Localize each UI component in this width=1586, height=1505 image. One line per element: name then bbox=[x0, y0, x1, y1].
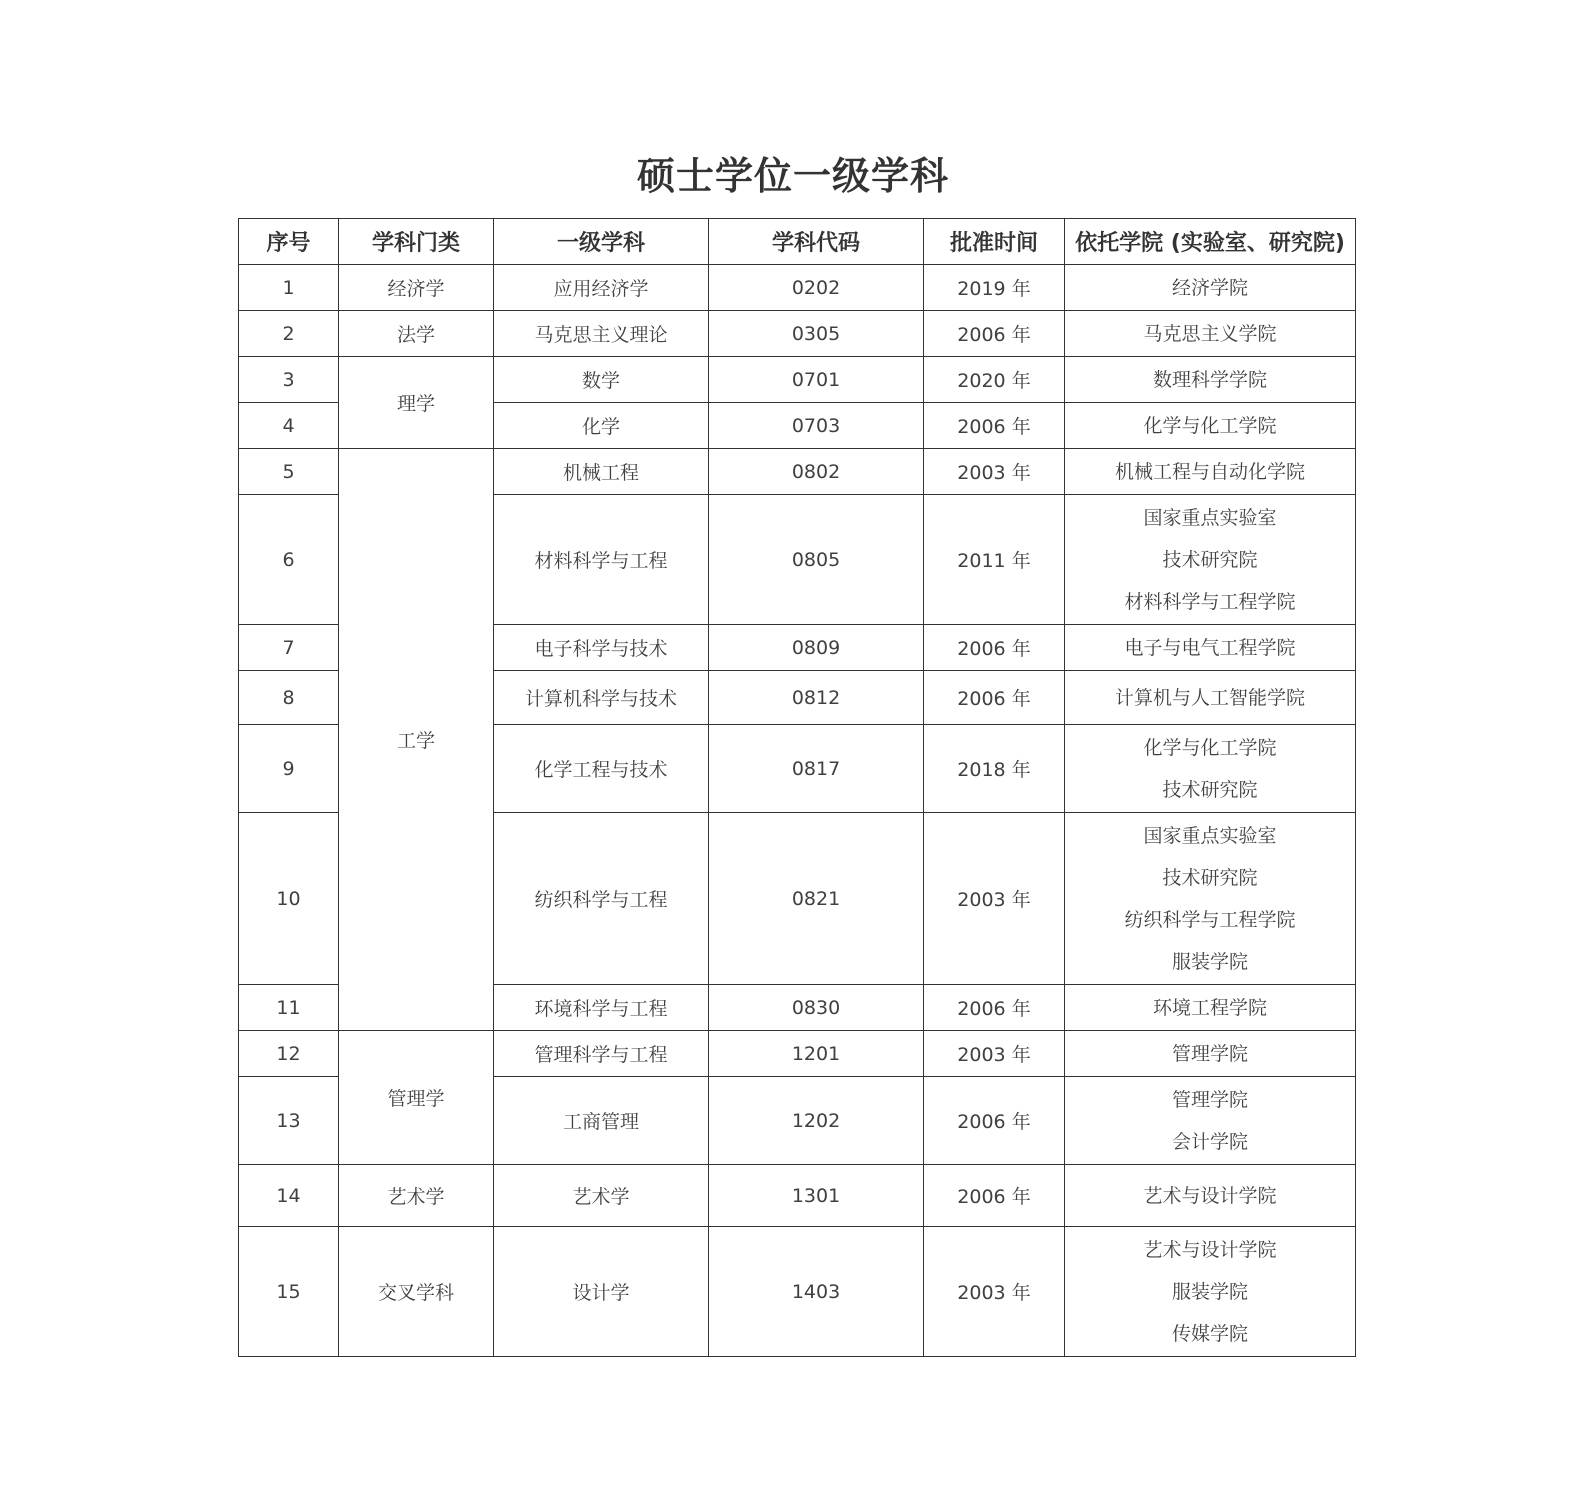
cell-subject: 数学 bbox=[494, 357, 709, 403]
page-title: 硕士学位一级学科 bbox=[636, 154, 949, 198]
cell-subject: 机械工程 bbox=[494, 449, 709, 495]
cell-colleges bbox=[1065, 403, 1356, 449]
cell-year: 2020 年 bbox=[924, 357, 1065, 403]
cell-no: 4 bbox=[239, 403, 339, 449]
table-row bbox=[239, 449, 1356, 495]
cell-code: 1403 bbox=[709, 1227, 924, 1357]
cell-category: 经济学 bbox=[339, 265, 494, 311]
cell-year: 2006 年 bbox=[924, 671, 1065, 725]
table-row bbox=[239, 1227, 1356, 1357]
cell-subject: 马克思主义理论 bbox=[494, 311, 709, 357]
cell-year: 2019 年 bbox=[924, 265, 1065, 311]
cell-colleges bbox=[1065, 813, 1356, 985]
cell-colleges bbox=[1065, 1227, 1356, 1357]
cell-code: 0805 bbox=[709, 495, 924, 625]
college-name: 艺术与设计学院 bbox=[1143, 1184, 1277, 1207]
college-name: 马克思主义学院 bbox=[1143, 322, 1277, 345]
cell-code: 1202 bbox=[709, 1077, 924, 1165]
cell-code: 1301 bbox=[709, 1165, 924, 1227]
cell-year: 2006 年 bbox=[924, 311, 1065, 357]
cell-year: 2006 年 bbox=[924, 1165, 1065, 1227]
cell-no: 14 bbox=[239, 1165, 339, 1227]
college-name: 服装学院 bbox=[1171, 950, 1248, 973]
cell-subject: 化学 bbox=[494, 403, 709, 449]
college-name: 技术研究院 bbox=[1162, 866, 1258, 889]
table-row bbox=[239, 1031, 1356, 1077]
table-row bbox=[239, 311, 1356, 357]
cell-subject: 管理科学与工程 bbox=[494, 1031, 709, 1077]
cell-no: 10 bbox=[239, 813, 339, 985]
college-name: 经济学院 bbox=[1171, 276, 1248, 299]
cell-year: 2018 年 bbox=[924, 725, 1065, 813]
header-no: 序号 bbox=[239, 219, 339, 265]
header-year: 批准时间 bbox=[924, 219, 1065, 265]
cell-no: 11 bbox=[239, 985, 339, 1031]
table-header-row bbox=[239, 219, 1356, 265]
cell-no: 2 bbox=[239, 311, 339, 357]
cell-category: 法学 bbox=[339, 311, 494, 357]
header-subject: 一级学科 bbox=[494, 219, 709, 265]
cell-subject: 设计学 bbox=[494, 1227, 709, 1357]
cell-subject: 材料科学与工程 bbox=[494, 495, 709, 625]
cell-year: 2006 年 bbox=[924, 985, 1065, 1031]
cell-no: 9 bbox=[239, 725, 339, 813]
discipline-table bbox=[238, 218, 1356, 1357]
cell-category: 工学 bbox=[339, 449, 494, 1031]
college-name: 机械工程与自动化学院 bbox=[1114, 460, 1305, 483]
college-name: 计算机与人工智能学院 bbox=[1114, 686, 1305, 709]
cell-code: 0802 bbox=[709, 449, 924, 495]
cell-code: 0821 bbox=[709, 813, 924, 985]
cell-subject: 工商管理 bbox=[494, 1077, 709, 1165]
cell-code: 0703 bbox=[709, 403, 924, 449]
cell-code: 0830 bbox=[709, 985, 924, 1031]
cell-year: 2006 年 bbox=[924, 625, 1065, 671]
cell-no: 1 bbox=[239, 265, 339, 311]
college-name: 服装学院 bbox=[1171, 1280, 1248, 1303]
cell-colleges bbox=[1065, 265, 1356, 311]
table-row bbox=[239, 265, 1356, 311]
cell-no: 8 bbox=[239, 671, 339, 725]
cell-year: 2006 年 bbox=[924, 1077, 1065, 1165]
cell-colleges bbox=[1065, 985, 1356, 1031]
cell-category: 艺术学 bbox=[339, 1165, 494, 1227]
cell-no: 12 bbox=[239, 1031, 339, 1077]
cell-no: 15 bbox=[239, 1227, 339, 1357]
cell-subject: 艺术学 bbox=[494, 1165, 709, 1227]
table-row bbox=[239, 1165, 1356, 1227]
cell-no: 13 bbox=[239, 1077, 339, 1165]
cell-subject: 计算机科学与技术 bbox=[494, 671, 709, 725]
cell-code: 0817 bbox=[709, 725, 924, 813]
cell-category: 理学 bbox=[339, 357, 494, 449]
cell-colleges bbox=[1065, 449, 1356, 495]
cell-colleges bbox=[1065, 725, 1356, 813]
cell-subject: 纺织科学与工程 bbox=[494, 813, 709, 985]
cell-colleges bbox=[1065, 357, 1356, 403]
header-colleges: 依托学院 (实验室、研究院) bbox=[1065, 219, 1356, 265]
college-name: 化学与化工学院 bbox=[1143, 414, 1277, 437]
college-name: 会计学院 bbox=[1171, 1130, 1248, 1153]
cell-code: 0812 bbox=[709, 671, 924, 725]
college-name: 艺术与设计学院 bbox=[1143, 1238, 1277, 1261]
college-name: 电子与电气工程学院 bbox=[1124, 636, 1296, 659]
header-code: 学科代码 bbox=[709, 219, 924, 265]
cell-code: 0305 bbox=[709, 311, 924, 357]
college-name: 化学与化工学院 bbox=[1143, 736, 1277, 759]
table-row bbox=[239, 357, 1356, 403]
cell-no: 3 bbox=[239, 357, 339, 403]
college-name: 技术研究院 bbox=[1162, 778, 1258, 801]
cell-year: 2006 年 bbox=[924, 403, 1065, 449]
header-category: 学科门类 bbox=[339, 219, 494, 265]
college-name: 材料科学与工程学院 bbox=[1124, 590, 1296, 613]
cell-year: 2011 年 bbox=[924, 495, 1065, 625]
cell-colleges bbox=[1065, 311, 1356, 357]
cell-subject: 化学工程与技术 bbox=[494, 725, 709, 813]
cell-code: 1201 bbox=[709, 1031, 924, 1077]
cell-code: 0809 bbox=[709, 625, 924, 671]
cell-colleges bbox=[1065, 495, 1356, 625]
cell-year: 2003 年 bbox=[924, 1227, 1065, 1357]
college-name: 技术研究院 bbox=[1162, 548, 1258, 571]
cell-no: 7 bbox=[239, 625, 339, 671]
cell-year: 2003 年 bbox=[924, 1031, 1065, 1077]
cell-category: 管理学 bbox=[339, 1031, 494, 1165]
cell-category: 交叉学科 bbox=[339, 1227, 494, 1357]
cell-colleges bbox=[1065, 671, 1356, 725]
college-name: 传媒学院 bbox=[1171, 1322, 1248, 1345]
college-name: 环境工程学院 bbox=[1152, 996, 1267, 1019]
cell-year: 2003 年 bbox=[924, 813, 1065, 985]
cell-colleges bbox=[1065, 1031, 1356, 1077]
cell-colleges bbox=[1065, 625, 1356, 671]
cell-subject: 电子科学与技术 bbox=[494, 625, 709, 671]
cell-colleges bbox=[1065, 1165, 1356, 1227]
cell-subject: 环境科学与工程 bbox=[494, 985, 709, 1031]
cell-code: 0202 bbox=[709, 265, 924, 311]
cell-no: 6 bbox=[239, 495, 339, 625]
cell-no: 5 bbox=[239, 449, 339, 495]
college-name: 国家重点实验室 bbox=[1143, 506, 1277, 529]
college-name: 管理学院 bbox=[1171, 1042, 1248, 1065]
college-name: 国家重点实验室 bbox=[1143, 824, 1277, 847]
college-name: 数理科学学院 bbox=[1152, 368, 1267, 391]
cell-code: 0701 bbox=[709, 357, 924, 403]
cell-colleges bbox=[1065, 1077, 1356, 1165]
college-name: 管理学院 bbox=[1171, 1088, 1248, 1111]
college-name: 纺织科学与工程学院 bbox=[1124, 908, 1296, 931]
cell-year: 2003 年 bbox=[924, 449, 1065, 495]
cell-subject: 应用经济学 bbox=[494, 265, 709, 311]
